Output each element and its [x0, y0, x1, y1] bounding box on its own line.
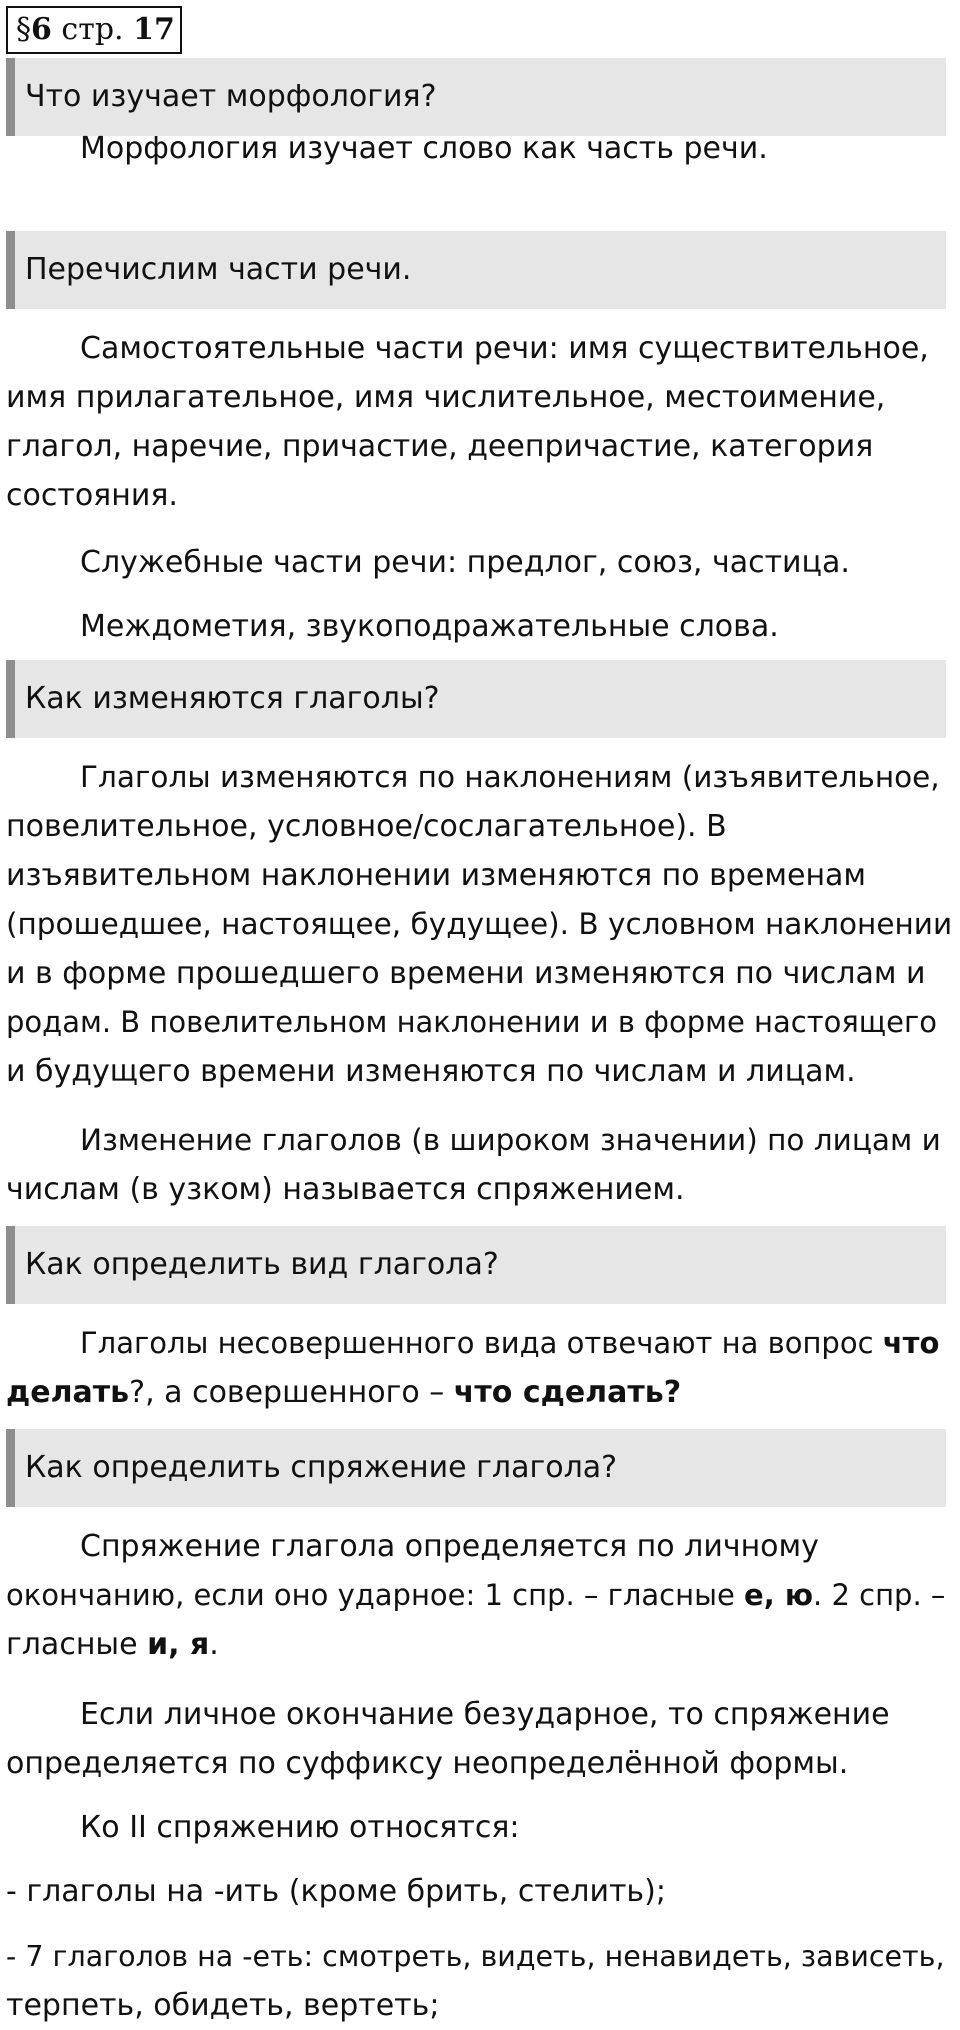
text-line	[6, 1368, 951, 1417]
question-verb-aspect: Как определить вид глагола?	[6, 1226, 946, 1304]
answer-interjections: Междометия, звукоподражательные слова.	[80, 609, 779, 644]
text-line: и в форме прошедшего времени изменяются по числам и	[6, 956, 926, 991]
text-line: - 7 глаголов на -еть: смотреть, видеть, ненавидеть, зависеть,	[6, 1940, 945, 1973]
text-line: Спряжение глагола определяется по личному	[80, 1529, 819, 1564]
text-line	[6, 1620, 951, 1669]
page-label: стр.	[61, 12, 124, 47]
question-parts-of-speech: Перечислим части речи.	[6, 231, 946, 309]
list-item: - глаголы на -ить (кроме брить, стелить);	[6, 1874, 666, 1909]
text-line: Самостоятельные части речи: имя существительное,	[80, 331, 929, 366]
text-line: глагол, наречие, причастие, деепричастие, категория	[6, 429, 874, 464]
text-line: Глаголы изменяются по наклонениям (изъявительное,	[80, 760, 940, 794]
text-run: ?, а совершенного –	[129, 1375, 454, 1410]
bold-text: что	[882, 1326, 940, 1360]
page-number: 17	[133, 12, 175, 47]
section-sign: §	[16, 12, 31, 47]
text-line: состояния.	[6, 478, 178, 513]
bold-text: е, ю	[744, 1578, 814, 1612]
text-line	[6, 1319, 951, 1368]
text-run: .	[209, 1627, 219, 1662]
answer-stressed-ending	[6, 1522, 951, 1669]
text-run: Глаголы несовершенного вида отвечают на вопрос	[80, 1326, 883, 1360]
text-line: терпеть, обидеть, вертеть;	[6, 1988, 440, 2023]
bold-text: делать	[6, 1375, 130, 1410]
text-line: Изменение глаголов (в широком значении) по лицам и	[80, 1123, 941, 1157]
answer-unstressed-ending	[6, 1690, 951, 1788]
text-run: окончанию, если оно ударное: 1 спр. – гласные	[6, 1578, 745, 1612]
text-line: (прошедшее, настоящее, будущее). В условном наклонении	[6, 907, 953, 941]
section-number: 6	[31, 12, 52, 47]
answer-service-parts: Служебные части речи: предлог, союз, частица.	[80, 545, 850, 580]
answer-verb-moods	[6, 753, 951, 1096]
text-line: Если личное окончание безударное, то спряжение	[80, 1697, 890, 1732]
text-line: имя прилагательное, имя числительное, местоимение,	[6, 380, 886, 415]
text-line	[6, 1571, 951, 1620]
answer-morphology: Морфология изучает слово как часть речи.	[80, 131, 768, 166]
list-item	[6, 1932, 951, 2030]
question-morphology: Что изучает морфология?	[6, 58, 946, 136]
answer-independent-parts	[6, 324, 951, 520]
text-run: гласные	[6, 1627, 148, 1662]
question-verb-changes: Как изменяются глаголы?	[6, 660, 946, 738]
answer-verb-aspect	[6, 1319, 951, 1417]
text-line: определяется по суффиксу неопределённой формы.	[6, 1746, 849, 1781]
text-line: повелительное, условное/сослагательное). В	[6, 809, 727, 844]
second-conjugation-intro: Ко II спряжению относятся:	[80, 1810, 520, 1845]
section-page-header	[6, 6, 182, 54]
bold-text: и, я	[147, 1627, 210, 1662]
text-line: числам (в узком) называется спряжением.	[6, 1172, 685, 1207]
text-line: изъявительном наклонении изменяются по временам	[6, 858, 867, 893]
text-line: родам. В повелительном наклонении и в форме настоящего	[6, 1005, 937, 1039]
text-line: и будущего времени изменяются по числам и лицам.	[6, 1054, 856, 1089]
question-verb-conjugation: Как определить спряжение глагола?	[6, 1429, 946, 1507]
bold-text: что сделать?	[453, 1375, 682, 1410]
text-run: . 2 спр. –	[813, 1578, 946, 1612]
answer-conjugation-definition	[6, 1116, 951, 1214]
